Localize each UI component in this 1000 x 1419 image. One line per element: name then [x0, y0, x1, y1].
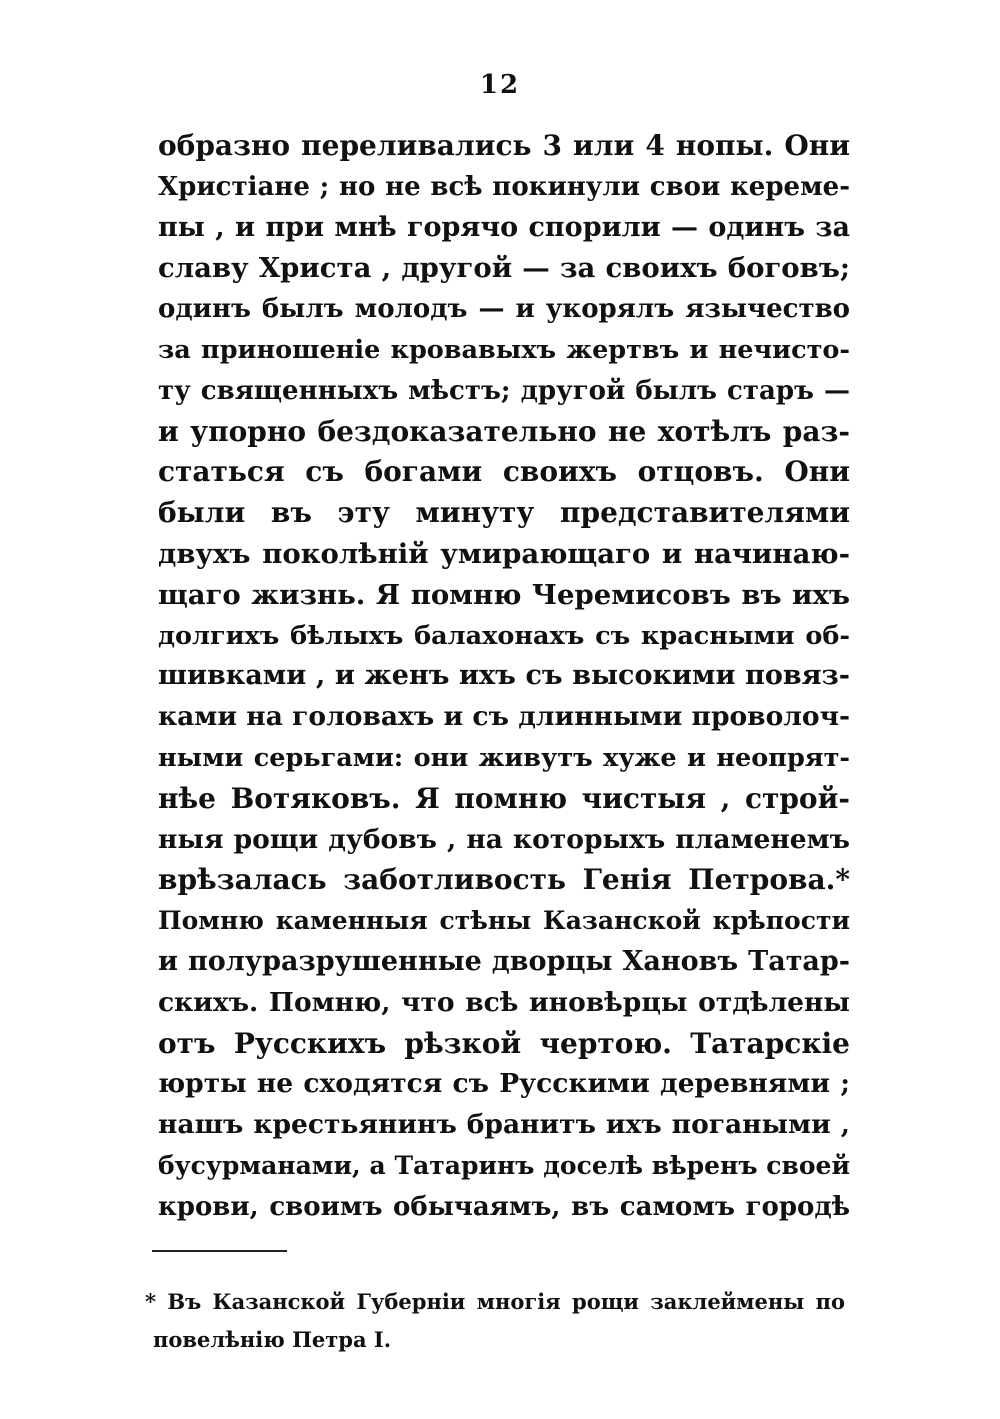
footnote-line: повелѣнію Петра I.: [153, 1327, 392, 1352]
text-line: скихъ. Помню, что всѣ иновѣрцы отдѣлены: [158, 986, 850, 1018]
text-line: ками на головахъ и съ длинными проволоч-: [158, 701, 850, 733]
text-line: и упорно бездоказательно не хотѣлъ раз-: [158, 414, 850, 448]
text-line: нашъ крестьянинъ бранитъ ихъ погаными ,: [158, 1109, 850, 1141]
text-line: статься съ богами своихъ отцовъ. Они: [158, 455, 850, 489]
text-line: за приношеніе кровавыхъ жертвъ и нечисто-: [158, 334, 850, 365]
text-line: были въ эту минуту представителями: [158, 496, 850, 530]
text-line: ту священныхъ мѣстъ; другой былъ старъ —: [158, 375, 850, 406]
page-number: 12: [479, 70, 521, 100]
text-line: Помню каменныя стѣны Казанской крѣпости: [158, 906, 850, 936]
text-line: двухъ поколѣній умирающаго и начинаю-: [158, 537, 850, 570]
text-line: одинъ былъ молодъ — и укорялъ язычество: [158, 294, 850, 325]
text-line: врѣзалась заботливость Генія Петрова.*: [158, 863, 850, 897]
text-line: славу Христа , другой — за своихъ боговъ;: [158, 252, 850, 285]
text-line: щаго жизнь. Я помню Черемисовъ въ ихъ: [158, 578, 850, 611]
footnote-line: * Въ Казанской Губерніи многія рощи заклеймены по: [145, 1289, 845, 1314]
text-line: долгихъ бѣлыхъ балахонахъ съ красными об-: [158, 620, 850, 651]
footnote: [145, 1283, 845, 1359]
body-text: [158, 126, 850, 1228]
text-line: нѣе Вотяковъ. Я помню чистыя , строй-: [158, 781, 850, 815]
text-line: отъ Русскихъ рѣзкой чертою. Татарскіе: [158, 1026, 850, 1060]
text-line: и полуразрушенные дворцы Хановъ Татар-: [158, 945, 850, 977]
text-line: образно переливались 3 или 4 нопы. Они: [158, 129, 850, 162]
text-line: крови, своимъ обычаямъ, въ самомъ городѣ: [158, 1191, 850, 1222]
text-line: ныя рощи дубовъ , на которыхъ пламенемъ: [158, 823, 850, 855]
text-line: ными серьгами: они живутъ хуже и неопрят-: [158, 742, 850, 773]
text-line: Христіане ; но не всѣ покинули свои кереме-: [158, 171, 850, 202]
text-line: бусурманами, а Татаринъ доселѣ вѣренъ своей: [158, 1150, 850, 1180]
footnote-divider: [152, 1250, 287, 1252]
text-line: пы , и при мнѣ горячо спорили — одинъ за: [158, 211, 850, 243]
text-line: юрты не сходятся съ Русскими деревнями ;: [158, 1068, 850, 1100]
text-line: шивками , и женъ ихъ съ высокими повяз-: [158, 660, 850, 692]
